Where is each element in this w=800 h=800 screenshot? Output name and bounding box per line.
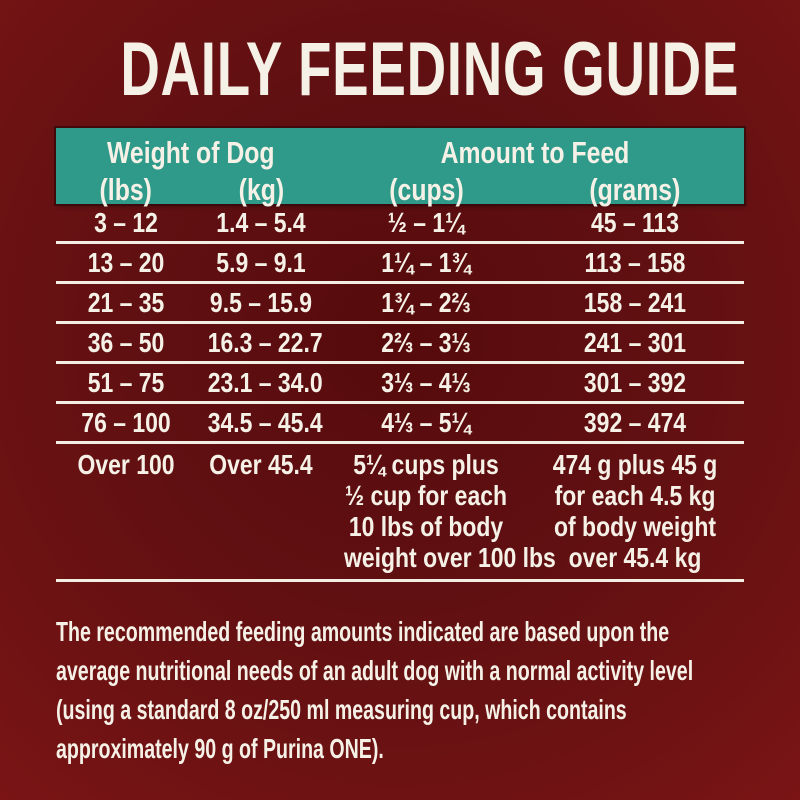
footnote-line: (using a standard 8 oz/250 ml measuring cup, which contains xyxy=(56,694,627,725)
cell-lbs: 51 – 75 xyxy=(87,366,165,398)
header-amount-to-feed xyxy=(326,135,744,171)
cell-cups: 2⅔ – 3⅓ xyxy=(381,326,471,358)
unit-grams-text: (grams) xyxy=(589,172,681,207)
header-weight-of-dog xyxy=(56,135,326,171)
cell-kg: 23.1 – 34.0 xyxy=(207,366,323,398)
cell-cups: 3⅓ – 4⅓ xyxy=(381,366,471,398)
cell-grams-multiline xyxy=(546,449,725,573)
cell-grams: 241 – 301 xyxy=(583,326,687,358)
unit-kg xyxy=(196,172,326,208)
cell-lbs: 21 – 35 xyxy=(87,286,165,318)
cell-lbs: 76 – 100 xyxy=(81,406,171,438)
cell-cups-multiline xyxy=(344,449,556,573)
cell-cups: 1¾ – 2⅔ xyxy=(381,286,471,318)
cell-kg: 1.4 – 5.4 xyxy=(216,206,306,238)
cell-cups: 4⅓ – 5¼ xyxy=(381,406,471,438)
grams-line: over 45.4 kg xyxy=(568,542,702,573)
cell-cups: 1¼ – 1¾ xyxy=(381,246,471,278)
cell-kg: Over 45.4 xyxy=(209,449,313,480)
cups-line: ½ cup for each xyxy=(344,480,508,511)
grams-line: 474 g plus 45 g xyxy=(552,449,718,480)
table-row-over-100 xyxy=(56,444,744,582)
cell-kg: 9.5 – 15.9 xyxy=(209,286,313,318)
table-header-units xyxy=(56,172,744,208)
table-header-groups xyxy=(56,135,744,171)
grams-line: of body weight xyxy=(554,511,716,542)
header-amount-text: Amount to Feed xyxy=(440,135,630,170)
cell-kg: 5.9 – 9.1 xyxy=(216,246,306,278)
footnote-line: approximately 90 g of Purina ONE). xyxy=(56,733,384,764)
unit-lbs-text: (lbs) xyxy=(99,172,153,207)
unit-grams xyxy=(526,172,744,208)
cell-grams: 158 – 241 xyxy=(583,286,687,318)
cell-grams: 113 – 158 xyxy=(584,246,686,278)
cell-grams: 45 – 113 xyxy=(590,206,680,238)
cell-lbs: 13 – 20 xyxy=(87,246,165,278)
grams-line: for each 4.5 kg xyxy=(554,480,716,511)
unit-kg-text: (kg) xyxy=(238,172,284,207)
table-row xyxy=(56,364,744,404)
cell-lbs: 3 – 12 xyxy=(94,206,158,238)
footnote-line: The recommended feeding amounts indicated are based upon the xyxy=(56,616,670,647)
cell-cups: ½ – 1¼ xyxy=(387,206,465,238)
cups-line: 5¼ cups plus xyxy=(353,449,499,480)
cell-kg: 16.3 – 22.7 xyxy=(207,326,323,358)
page-title xyxy=(0,27,800,112)
unit-cups xyxy=(326,172,526,208)
table-row xyxy=(56,324,744,364)
table-row xyxy=(56,284,744,324)
table-row xyxy=(56,204,744,244)
feeding-table-body xyxy=(56,204,744,582)
unit-cups-text: (cups) xyxy=(388,172,464,207)
table-row xyxy=(56,404,744,444)
cups-line: weight over 100 lbs xyxy=(344,542,556,573)
footnote-paragraph xyxy=(56,612,756,768)
cups-line: 10 lbs of body xyxy=(348,511,504,542)
page-title-text: DAILY FEEDING GUIDE xyxy=(120,27,740,112)
table-row xyxy=(56,244,744,284)
header-weight-text: Weight of Dog xyxy=(107,135,275,170)
cell-grams: 301 – 392 xyxy=(583,366,687,398)
cell-grams: 392 – 474 xyxy=(583,406,687,438)
cell-lbs: 36 – 50 xyxy=(87,326,165,358)
unit-lbs xyxy=(56,172,196,208)
footnote-line: average nutritional needs of an adult dog with a normal activity level xyxy=(56,655,694,686)
cell-lbs: Over 100 xyxy=(77,449,175,480)
cell-kg: 34.5 – 45.4 xyxy=(207,406,323,438)
table-header-band xyxy=(56,128,744,207)
